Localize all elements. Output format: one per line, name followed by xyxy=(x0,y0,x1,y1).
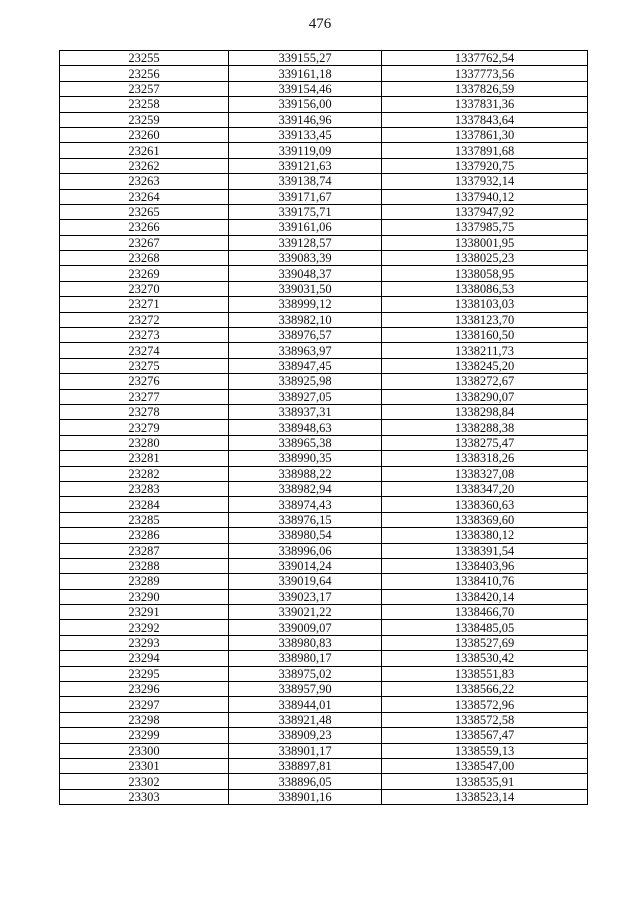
x-coordinate-cell: 338897,81 xyxy=(229,758,382,773)
x-coordinate-cell: 338976,15 xyxy=(229,512,382,527)
y-coordinate-cell: 1338290,07 xyxy=(382,389,588,404)
point-number-cell: 23256 xyxy=(60,66,229,81)
x-coordinate-cell: 339146,96 xyxy=(229,112,382,127)
point-number-cell: 23257 xyxy=(60,81,229,96)
x-coordinate-cell: 338937,31 xyxy=(229,404,382,419)
point-number-cell: 23280 xyxy=(60,435,229,450)
table-row xyxy=(60,404,588,419)
x-coordinate-cell: 338980,54 xyxy=(229,528,382,543)
table-row xyxy=(60,481,588,496)
x-coordinate-cell: 338896,05 xyxy=(229,774,382,789)
table-row xyxy=(60,297,588,312)
table-row xyxy=(60,143,588,158)
y-coordinate-cell: 1337920,75 xyxy=(382,158,588,173)
point-number-cell: 23255 xyxy=(60,51,229,66)
table-row xyxy=(60,451,588,466)
point-number-cell: 23262 xyxy=(60,158,229,173)
x-coordinate-cell: 338982,94 xyxy=(229,481,382,496)
table-row xyxy=(60,666,588,681)
y-coordinate-cell: 1338380,12 xyxy=(382,528,588,543)
table-row xyxy=(60,281,588,296)
x-coordinate-cell: 338944,01 xyxy=(229,697,382,712)
y-coordinate-cell: 1338547,00 xyxy=(382,758,588,773)
x-coordinate-cell: 338988,22 xyxy=(229,466,382,481)
table-row xyxy=(60,266,588,281)
point-number-cell: 23286 xyxy=(60,528,229,543)
y-coordinate-cell: 1338559,13 xyxy=(382,743,588,758)
point-number-cell: 23297 xyxy=(60,697,229,712)
table-row xyxy=(60,66,588,81)
y-coordinate-cell: 1338086,53 xyxy=(382,281,588,296)
table-row xyxy=(60,574,588,589)
y-coordinate-cell: 1337831,36 xyxy=(382,97,588,112)
y-coordinate-cell: 1338485,05 xyxy=(382,620,588,635)
y-coordinate-cell: 1337773,56 xyxy=(382,66,588,81)
x-coordinate-cell: 339161,06 xyxy=(229,220,382,235)
x-coordinate-cell: 338947,45 xyxy=(229,358,382,373)
x-coordinate-cell: 339171,67 xyxy=(229,189,382,204)
y-coordinate-cell: 1338272,67 xyxy=(382,374,588,389)
table-row xyxy=(60,774,588,789)
y-coordinate-cell: 1338551,83 xyxy=(382,666,588,681)
table-row xyxy=(60,758,588,773)
x-coordinate-cell: 339154,46 xyxy=(229,81,382,96)
table-row xyxy=(60,312,588,327)
point-number-cell: 23303 xyxy=(60,789,229,804)
y-coordinate-cell: 1338347,20 xyxy=(382,481,588,496)
x-coordinate-cell: 339031,50 xyxy=(229,281,382,296)
table-row xyxy=(60,497,588,512)
table-row xyxy=(60,697,588,712)
y-coordinate-cell: 1338420,14 xyxy=(382,589,588,604)
y-coordinate-cell: 1338572,58 xyxy=(382,712,588,727)
y-coordinate-cell: 1338572,96 xyxy=(382,697,588,712)
x-coordinate-cell: 338982,10 xyxy=(229,312,382,327)
point-number-cell: 23267 xyxy=(60,235,229,250)
y-coordinate-cell: 1338360,63 xyxy=(382,497,588,512)
point-number-cell: 23289 xyxy=(60,574,229,589)
point-number-cell: 23284 xyxy=(60,497,229,512)
y-coordinate-cell: 1338058,95 xyxy=(382,266,588,281)
point-number-cell: 23275 xyxy=(60,358,229,373)
y-coordinate-cell: 1338275,47 xyxy=(382,435,588,450)
y-coordinate-cell: 1337940,12 xyxy=(382,189,588,204)
y-coordinate-cell: 1338527,69 xyxy=(382,635,588,650)
table-row xyxy=(60,127,588,142)
x-coordinate-cell: 338965,38 xyxy=(229,435,382,450)
x-coordinate-cell: 339121,63 xyxy=(229,158,382,173)
x-coordinate-cell: 338996,06 xyxy=(229,543,382,558)
table-row xyxy=(60,620,588,635)
x-coordinate-cell: 338974,43 xyxy=(229,497,382,512)
y-coordinate-cell: 1338211,73 xyxy=(382,343,588,358)
point-number-cell: 23283 xyxy=(60,481,229,496)
x-coordinate-cell: 338980,17 xyxy=(229,651,382,666)
point-number-cell: 23270 xyxy=(60,281,229,296)
point-number-cell: 23272 xyxy=(60,312,229,327)
point-number-cell: 23279 xyxy=(60,420,229,435)
table-row xyxy=(60,235,588,250)
x-coordinate-cell: 338976,57 xyxy=(229,328,382,343)
point-number-cell: 23288 xyxy=(60,558,229,573)
y-coordinate-cell: 1338567,47 xyxy=(382,728,588,743)
point-number-cell: 23285 xyxy=(60,512,229,527)
x-coordinate-cell: 338957,90 xyxy=(229,682,382,697)
y-coordinate-cell: 1337861,30 xyxy=(382,127,588,142)
x-coordinate-cell: 339019,64 xyxy=(229,574,382,589)
y-coordinate-cell: 1338523,14 xyxy=(382,789,588,804)
y-coordinate-cell: 1338160,50 xyxy=(382,328,588,343)
x-coordinate-cell: 339048,37 xyxy=(229,266,382,281)
x-coordinate-cell: 338921,48 xyxy=(229,712,382,727)
y-coordinate-cell: 1338288,38 xyxy=(382,420,588,435)
y-coordinate-cell: 1338025,23 xyxy=(382,251,588,266)
table-row xyxy=(60,466,588,481)
point-number-cell: 23271 xyxy=(60,297,229,312)
point-number-cell: 23281 xyxy=(60,451,229,466)
y-coordinate-cell: 1338403,96 xyxy=(382,558,588,573)
x-coordinate-cell: 338975,02 xyxy=(229,666,382,681)
y-coordinate-cell: 1338327,08 xyxy=(382,466,588,481)
y-coordinate-cell: 1338298,84 xyxy=(382,404,588,419)
y-coordinate-cell: 1337985,75 xyxy=(382,220,588,235)
table-row xyxy=(60,158,588,173)
y-coordinate-cell: 1338123,70 xyxy=(382,312,588,327)
point-number-cell: 23300 xyxy=(60,743,229,758)
table-row xyxy=(60,220,588,235)
table-row xyxy=(60,558,588,573)
x-coordinate-cell: 338999,12 xyxy=(229,297,382,312)
point-number-cell: 23282 xyxy=(60,466,229,481)
x-coordinate-cell: 338901,17 xyxy=(229,743,382,758)
table-row xyxy=(60,635,588,650)
y-coordinate-cell: 1338535,91 xyxy=(382,774,588,789)
x-coordinate-cell: 338901,16 xyxy=(229,789,382,804)
x-coordinate-cell: 339083,39 xyxy=(229,251,382,266)
point-number-cell: 23274 xyxy=(60,343,229,358)
point-number-cell: 23291 xyxy=(60,605,229,620)
x-coordinate-cell: 339021,22 xyxy=(229,605,382,620)
point-number-cell: 23278 xyxy=(60,404,229,419)
x-coordinate-cell: 338980,83 xyxy=(229,635,382,650)
y-coordinate-cell: 1337843,64 xyxy=(382,112,588,127)
point-number-cell: 23269 xyxy=(60,266,229,281)
table-row xyxy=(60,605,588,620)
x-coordinate-cell: 339023,17 xyxy=(229,589,382,604)
table-body xyxy=(60,51,588,805)
point-number-cell: 23277 xyxy=(60,389,229,404)
y-coordinate-cell: 1337947,92 xyxy=(382,204,588,219)
y-coordinate-cell: 1338103,03 xyxy=(382,297,588,312)
x-coordinate-cell: 338925,98 xyxy=(229,374,382,389)
point-number-cell: 23298 xyxy=(60,712,229,727)
page-number: 476 xyxy=(308,16,332,32)
x-coordinate-cell: 339161,18 xyxy=(229,66,382,81)
point-number-cell: 23273 xyxy=(60,328,229,343)
table-row xyxy=(60,97,588,112)
x-coordinate-cell: 338909,23 xyxy=(229,728,382,743)
table-row xyxy=(60,204,588,219)
point-number-cell: 23296 xyxy=(60,682,229,697)
point-number-cell: 23301 xyxy=(60,758,229,773)
point-number-cell: 23276 xyxy=(60,374,229,389)
table-row xyxy=(60,682,588,697)
y-coordinate-cell: 1337932,14 xyxy=(382,174,588,189)
table-row xyxy=(60,512,588,527)
x-coordinate-cell: 339175,71 xyxy=(229,204,382,219)
point-number-cell: 23292 xyxy=(60,620,229,635)
y-coordinate-cell: 1338466,70 xyxy=(382,605,588,620)
point-number-cell: 23290 xyxy=(60,589,229,604)
point-number-cell: 23259 xyxy=(60,112,229,127)
point-number-cell: 23265 xyxy=(60,204,229,219)
x-coordinate-cell: 339133,45 xyxy=(229,127,382,142)
table-row xyxy=(60,389,588,404)
y-coordinate-cell: 1338566,22 xyxy=(382,682,588,697)
y-coordinate-cell: 1338391,54 xyxy=(382,543,588,558)
y-coordinate-cell: 1338245,20 xyxy=(382,358,588,373)
x-coordinate-cell: 338963,97 xyxy=(229,343,382,358)
y-coordinate-cell: 1337826,59 xyxy=(382,81,588,96)
point-number-cell: 23302 xyxy=(60,774,229,789)
table-row xyxy=(60,51,588,66)
point-number-cell: 23263 xyxy=(60,174,229,189)
table-row xyxy=(60,189,588,204)
x-coordinate-cell: 338948,63 xyxy=(229,420,382,435)
table-row xyxy=(60,174,588,189)
point-number-cell: 23287 xyxy=(60,543,229,558)
point-number-cell: 23295 xyxy=(60,666,229,681)
table-row xyxy=(60,343,588,358)
table-row xyxy=(60,81,588,96)
table-row xyxy=(60,420,588,435)
point-number-cell: 23299 xyxy=(60,728,229,743)
table-row xyxy=(60,435,588,450)
table-row xyxy=(60,589,588,604)
y-coordinate-cell: 1337891,68 xyxy=(382,143,588,158)
x-coordinate-cell: 339128,57 xyxy=(229,235,382,250)
y-coordinate-cell: 1338001,95 xyxy=(382,235,588,250)
table-row xyxy=(60,651,588,666)
point-number-cell: 23294 xyxy=(60,651,229,666)
x-coordinate-cell: 338927,05 xyxy=(229,389,382,404)
point-number-cell: 23293 xyxy=(60,635,229,650)
y-coordinate-cell: 1338369,60 xyxy=(382,512,588,527)
x-coordinate-cell: 339155,27 xyxy=(229,51,382,66)
x-coordinate-cell: 339119,09 xyxy=(229,143,382,158)
table-row xyxy=(60,328,588,343)
point-number-cell: 23261 xyxy=(60,143,229,158)
x-coordinate-cell: 339156,00 xyxy=(229,97,382,112)
table-row xyxy=(60,251,588,266)
point-number-cell: 23266 xyxy=(60,220,229,235)
point-number-cell: 23258 xyxy=(60,97,229,112)
table-row xyxy=(60,528,588,543)
table-row xyxy=(60,789,588,804)
y-coordinate-cell: 1338530,42 xyxy=(382,651,588,666)
table-row xyxy=(60,743,588,758)
point-number-cell: 23260 xyxy=(60,127,229,142)
y-coordinate-cell: 1338410,76 xyxy=(382,574,588,589)
table-row xyxy=(60,112,588,127)
coordinates-table xyxy=(59,50,588,805)
y-coordinate-cell: 1338318,26 xyxy=(382,451,588,466)
y-coordinate-cell: 1337762,54 xyxy=(382,51,588,66)
x-coordinate-cell: 339009,07 xyxy=(229,620,382,635)
point-number-cell: 23268 xyxy=(60,251,229,266)
x-coordinate-cell: 339014,24 xyxy=(229,558,382,573)
table-row xyxy=(60,543,588,558)
point-number-cell: 23264 xyxy=(60,189,229,204)
table-row xyxy=(60,712,588,727)
x-coordinate-cell: 339138,74 xyxy=(229,174,382,189)
table-row xyxy=(60,728,588,743)
table-row xyxy=(60,374,588,389)
table-row xyxy=(60,358,588,373)
x-coordinate-cell: 338990,35 xyxy=(229,451,382,466)
